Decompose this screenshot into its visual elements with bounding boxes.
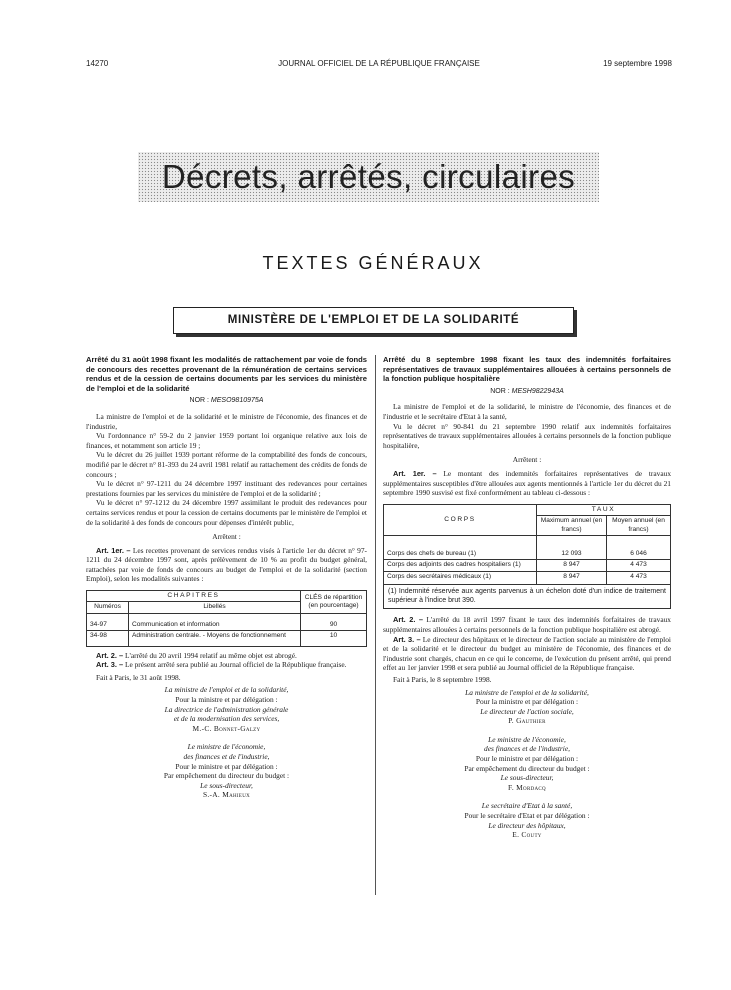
signature-block (383, 688, 671, 840)
signature-line: La directrice de l'administration générale (164, 704, 289, 714)
signature-line: Le ministre de l'économie, (187, 742, 266, 752)
article-2 (86, 651, 367, 661)
chapitres-table (86, 590, 367, 647)
signature-block (86, 685, 367, 800)
left-article (86, 355, 367, 800)
signatory-name: F. Mordacq (508, 782, 546, 792)
article-title: Arrêté du 8 septembre 1998 fixant les taux des indemnités forfaitaires représentatives de travaux supplémentaires allouées à certains personnels de la fonction publique hospitalière (383, 355, 671, 384)
signature-line: Pour la ministre et par délégation : (475, 697, 579, 707)
article-label: Art. 3. – (393, 634, 421, 644)
cell-moyen: 4 473 (607, 560, 671, 571)
article-label: Art. 2. – (96, 650, 124, 660)
cell-corps: Corps des secrétaires médicaux (1) (384, 571, 537, 584)
signature-line: et de la modernisation des services, (173, 714, 280, 724)
nor-label: NOR : (189, 397, 209, 405)
cell-libelle: Administration centrale. - Moyens de fonctionnement (129, 631, 301, 646)
banner-title: Décrets, arrêtés, circulaires (161, 158, 576, 195)
table-header-cles: CLÉS de répartition (en pourcentage) (301, 591, 367, 614)
signature-line: Par empêchement du directeur du budget : (464, 763, 590, 773)
signature-line: Pour le ministre et par délégation : (175, 761, 278, 771)
cell-cle: 90 (301, 613, 367, 630)
table-header-moyen: Moyen annuel (en francs) (607, 516, 671, 536)
cell-numero: 34-97 (87, 613, 129, 630)
article-2 (383, 615, 671, 634)
table-row (384, 560, 671, 571)
fait-a-paris: Fait à Paris, le 8 septembre 1998. (393, 674, 492, 684)
signature-line: La ministre de l'emploi et de la solidarité, (465, 687, 589, 697)
paragraph: La ministre de l'emploi et de la solidarité et le ministre de l'économie, des finances et de l'industrie, (86, 411, 367, 431)
cell-max: 8 947 (537, 571, 607, 584)
article-text: Le directeur des hôpitaux et le directeur de l'action sociale au ministère de l'emploi et de la solidarité et le directeur du budget au ministère de l'économie, des finances et de l'industrie sont chargés, chacun en ce qui le concerne, de l'exécution du présent arrêté, qui prend effet au 1er janvier 1998 et sera publié au Journal officiel de la République française. (383, 634, 671, 673)
paragraph: Vu le décret du 26 juillet 1939 portant réforme de la comptabilité des fonds de concours, modifié par le décret n° 81-393 du 24 avril 1981 relatif au rattachement des crédits de fonds de concours ; (86, 450, 367, 479)
signature-line: Pour la ministre et par délégation : (175, 695, 278, 705)
signatory-name: S.-A. Mahieux (202, 790, 251, 800)
column-divider (375, 355, 376, 895)
signature-spacer (383, 792, 671, 801)
nor-label: NOR : (490, 387, 510, 395)
cell-moyen: 6 046 (607, 535, 671, 559)
running-head (86, 58, 672, 70)
signature-line: Par empêchement du directeur du budget : (163, 771, 290, 781)
cell-max: 12 093 (537, 535, 607, 559)
right-article (383, 355, 671, 840)
cell-cle: 10 (301, 631, 367, 646)
arretent: Arrêtent : (512, 455, 542, 465)
paragraph: La ministre de l'emploi et de la solidarité, le ministre de l'économie, des finances et de l'industrie et le secrétaire d'Etat à la santé, (383, 402, 671, 421)
signature-spacer (383, 726, 671, 735)
nor-reference (86, 396, 367, 406)
article-1 (86, 546, 367, 584)
table-header-corps: CORPS (384, 504, 537, 535)
signature-line: Pour le ministre et par délégation : (475, 754, 579, 764)
journal-name: JOURNAL OFFICIEL DE LA RÉPUBLIQUE FRANÇAISE (278, 59, 480, 68)
signature-spacer (86, 733, 367, 742)
table-footnote: (1) Indemnité réservée aux agents parvenus à un échelon doté d'un indice de traitement supérieur à l'indice brut 390. (383, 585, 671, 609)
table-row (87, 613, 367, 630)
arretent: Arrêtent : (212, 532, 241, 542)
article-label: Art. 1er. – (96, 545, 131, 555)
page-number: 14270 (86, 59, 109, 68)
cell-libelle: Communication et information (129, 613, 301, 630)
nor-code: MESO9810975A (210, 397, 264, 405)
taux-table (383, 504, 671, 585)
cell-moyen: 4 473 (607, 571, 671, 584)
article-title: Arrêté du 31 août 1998 fixant les modalités de rattachement par voie de fonds de concours des recettes provenant de la rémunération de certains services rendus et de la cession de certains documents par les services du ministère de l'emploi et de la solidarité (86, 355, 367, 393)
paragraph: Vu le décret n° 97-1212 du 24 décembre 1997 assimilant le produit des redevances pour certains services rendus et pour la cession de certains documents par le ministère de l'emploi et de la solidarité à des fonds de concours pour dépenses d'intérêt public, (86, 498, 367, 527)
signature-line: Le directeur de l'action sociale, (480, 706, 574, 716)
table-header-numeros: Numéros (87, 602, 129, 613)
article-label: Art. 2. – (393, 615, 424, 625)
signature-line: Le sous-directeur, (500, 773, 554, 783)
nor-reference (383, 387, 671, 397)
table-header-taux: TAUX (537, 504, 671, 515)
article-text: L'arrêté du 18 avril 1997 fixant le taux des indemnités forfaitaires de travaux supplémentaires allouées à certains personnels de la fonction publique hospitalière est abrogé. (383, 615, 671, 634)
section-title: TEXTES GÉNÉRAUX (262, 253, 484, 273)
table-header-max: Maximum annuel (en francs) (537, 516, 607, 536)
signature-line: des finances et de l'industrie, (183, 752, 270, 762)
table-row (384, 535, 671, 559)
signature-line: des finances et de l'industrie, (484, 744, 570, 754)
signature-line: Pour le secrétaire d'Etat et par délégation : (464, 811, 590, 821)
table-row (87, 631, 367, 646)
cell-corps: Corps des chefs de bureau (1) (384, 535, 537, 559)
article-label: Art. 1er. – (393, 468, 437, 478)
paragraph: Vu l'ordonnance n° 59-2 du 2 janvier 1959 portant loi organique relative aux lois de finances, et notamment son article 19 ; (86, 431, 367, 450)
table-header-libelles: Libellés (129, 602, 301, 613)
signature-line: Le directeur des hôpitaux, (488, 820, 566, 830)
ministry-heading: MINISTÈRE DE L'EMPLOI ET DE LA SOLIDARITÉ (173, 307, 574, 334)
signature-line: Le ministre de l'économie, (488, 734, 566, 744)
paragraph: Vu le décret n° 97-1211 du 24 décembre 1997 instituant des redevances pour certaines prestations fournies par les services du ministère de l'emploi et de la solidarité ; (86, 479, 367, 498)
cell-numero: 34-98 (87, 631, 129, 646)
signatory-name: E. Couty (512, 830, 542, 840)
article-label: Art. 3. – (96, 660, 124, 670)
article-3 (383, 635, 671, 673)
table-header-chapitres: CHAPITRES (87, 591, 301, 602)
signature-line: Le secrétaire d'Etat à la santé, (481, 801, 573, 811)
paragraph: Vu le décret n° 90-841 du 21 septembre 1990 relatif aux indemnités forfaitaires représentatives de travaux supplémentaires allouées à certains personnels de la fonction publique hospitalière, (383, 421, 671, 450)
issue-date: 19 septembre 1998 (603, 59, 672, 68)
article-text: L'arrêté du 20 avril 1994 relatif au même objet est abrogé. (124, 650, 297, 660)
cell-corps: Corps des adjoints des cadres hospitaliers (1) (384, 560, 537, 571)
fait-a-paris: Fait à Paris, le 31 août 1998. (96, 672, 181, 682)
nor-code: MESH9822943A (511, 387, 564, 395)
signatory-name: P. Gauthier (508, 716, 546, 726)
article-text: Les recettes provenant de services rendus visés à l'article 1er du décret n° 97-1211 du 24 décembre 1997 sont, après prélèvement de 10 % au profit du budget général, rattachées par voie de fonds de concours au budget de l'emploi et de la solidarité (section Emploi), selon les modalités suivantes : (86, 545, 367, 584)
signature-line: Le sous-directeur, (200, 780, 253, 790)
article-3 (86, 660, 367, 670)
article-text: Le présent arrêté sera publié au Journal officiel de la République française. (124, 660, 347, 670)
table-row (384, 571, 671, 584)
article-text: Le montant des indemnités forfaitaires représentatives de travaux supplémentaires susceptibles d'être allouées aux agents mentionnés à l'article 1er du décret du 21 septembre 1990 susvisé est fixé conformément au tableau ci-dessous : (383, 468, 672, 498)
article-1 (383, 469, 671, 498)
signature-line: La ministre de l'emploi et de la solidarité, (164, 685, 289, 695)
cell-max: 8 947 (537, 560, 607, 571)
signatory-name: M.-C. Bonnet-Galzy (192, 723, 261, 733)
